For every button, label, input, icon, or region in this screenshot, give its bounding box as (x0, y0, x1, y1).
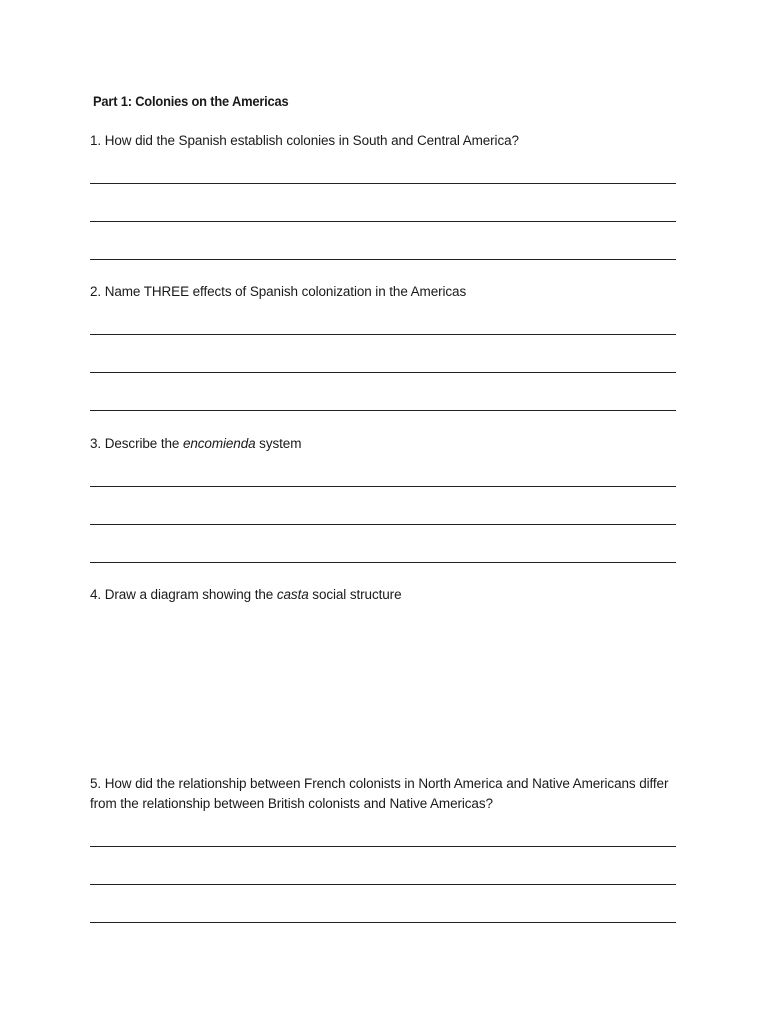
answer-line[interactable] (90, 183, 676, 184)
question-text: How did the Spanish establish colonies in South and Central America? (104, 133, 519, 148)
answer-line[interactable] (90, 846, 676, 847)
question-number: 5. (90, 776, 102, 791)
answer-line[interactable] (90, 259, 676, 260)
question-3 (90, 434, 690, 454)
question-text-before: Describe the (104, 436, 183, 451)
question-4 (90, 585, 690, 605)
question-text-after: social structure (308, 587, 402, 602)
answer-line[interactable] (90, 372, 676, 373)
question-1 (90, 131, 690, 151)
question-italic-term: casta (276, 587, 309, 602)
question-number: 4. (90, 587, 102, 602)
question-text: How did the relationship between French colonists in North America and Native Americans differ from the relationship between British colonists and Native Americas? (90, 776, 669, 811)
answer-line[interactable] (90, 334, 676, 335)
answer-line[interactable] (90, 221, 676, 222)
question-number: 3. (90, 436, 102, 451)
question-number: 1. (90, 133, 102, 148)
answer-line[interactable] (90, 410, 676, 411)
question-text-after: system (255, 436, 302, 451)
question-text: Name THREE effects of Spanish colonization in the Americas (104, 284, 467, 299)
question-2 (90, 282, 690, 302)
question-number: 2. (90, 284, 102, 299)
answer-line[interactable] (90, 524, 676, 525)
answer-line[interactable] (90, 884, 676, 885)
answer-line[interactable] (90, 562, 676, 563)
part-title: Part 1: Colonies on the Americas (93, 93, 289, 109)
answer-line[interactable] (90, 922, 676, 923)
question-italic-term: encomienda (182, 436, 256, 451)
question-5 (90, 774, 680, 814)
question-text-before: Draw a diagram showing the (104, 587, 277, 602)
answer-line[interactable] (90, 486, 676, 487)
